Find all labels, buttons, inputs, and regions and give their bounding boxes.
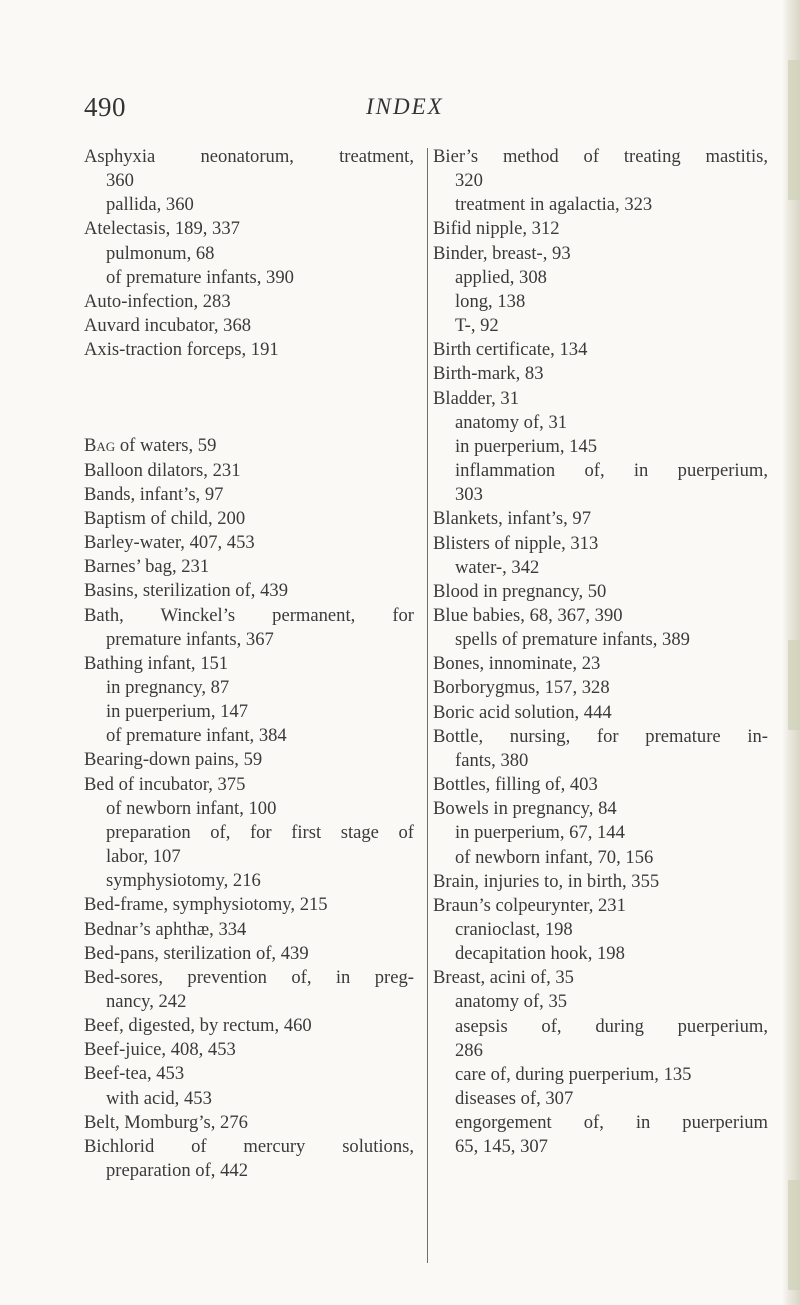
page-edge-stain	[788, 640, 800, 730]
index-entry: Breast, acini of, 35	[433, 967, 574, 989]
index-subentry-continuation: labor, 107	[106, 846, 181, 868]
index-entry: Blankets, infant’s, 97	[433, 508, 592, 530]
entry-remainder: of waters, 59	[115, 435, 217, 457]
index-entry: Beef-tea, 453	[84, 1063, 185, 1085]
index-entry: Bathing infant, 151	[84, 652, 229, 674]
index-entry: Birth certificate, 134	[433, 339, 588, 361]
index-entry: Blood in pregnancy, 50	[433, 580, 607, 602]
index-entry-continuation: 320	[455, 170, 483, 192]
index-subentry: cranioclast, 198	[455, 919, 573, 940]
index-entry: Bottle, nursing, for premature in-	[433, 725, 768, 747]
index-subentry: treatment in agalactia, 323	[455, 194, 653, 216]
index-subentry: water-, 342	[455, 556, 540, 578]
index-subentry: pallida, 360	[106, 194, 194, 216]
index-subentry: of premature infants, 390	[106, 266, 294, 288]
index-subentry-continuation: 303	[455, 484, 483, 506]
index-entry: Bifid nipple, 312	[433, 218, 560, 240]
index-subentry: anatomy of, 35	[455, 991, 568, 1013]
index-entry: Beef, digested, by rectum, 460	[84, 1015, 312, 1037]
index-entry	[84, 434, 414, 458]
index-entry: Braun’s colpeurynter, 231	[433, 894, 626, 916]
index-entry: Bearing-down pains, 59	[84, 749, 263, 771]
index-entry: Bottles, filling of, 403	[433, 774, 598, 796]
index-entry: Auto-infection, 283	[84, 290, 231, 312]
index-entry: Bands, infant’s, 97	[84, 483, 224, 505]
index-subentry: engorgement of, in puerperium	[455, 1112, 768, 1134]
index-subentry: with acid, 453	[106, 1087, 212, 1109]
index-entry: Basins, sterilization of, 439	[84, 580, 288, 602]
index-entry: Bier’s method of treating mastitis,	[433, 146, 768, 167]
index-entry-continuation: 360	[106, 170, 134, 192]
page-edge-stain	[788, 60, 800, 200]
index-subentry: spells of premature infants, 389	[455, 629, 690, 651]
index-subentry-continuation: 65, 145, 307	[455, 1136, 548, 1158]
index-entry: Balloon dilators, 231	[84, 459, 241, 481]
index-subentry: of premature infant, 384	[106, 725, 287, 747]
index-entry: Axis-traction forceps, 191	[84, 339, 279, 361]
index-subentry: in puerperium, 145	[455, 435, 598, 457]
index-subentry: care of, during puerperium, 135	[455, 1063, 692, 1085]
index-entry-continuation: fants, 380	[455, 749, 529, 771]
smallcaps-word: Bag	[84, 435, 116, 457]
index-entry: Belt, Momburg’s, 276	[84, 1111, 248, 1133]
index-subentry: symphysiotomy, 216	[106, 870, 261, 892]
index-subentry: long, 138	[455, 290, 526, 312]
index-entry: Auvard incubator, 368	[84, 315, 252, 337]
index-entry: Barnes’ bag, 231	[84, 556, 210, 578]
page-edge	[782, 0, 800, 1305]
index-entry: Bednar’s aphthæ, 334	[84, 918, 247, 940]
index-subentry: preparation of, for first stage of	[106, 821, 414, 843]
index-entry: Bladder, 31	[433, 387, 520, 409]
index-entry: Bath, Winckel’s permanent, for	[84, 604, 414, 626]
index-entry: Borborygmus, 157, 328	[433, 677, 610, 699]
index-subentry-continuation: 286	[455, 1039, 483, 1061]
index-column-left	[84, 145, 414, 1183]
index-entry: Bowels in pregnancy, 84	[433, 798, 617, 820]
index-subentry: of newborn infant, 70, 156	[455, 846, 654, 868]
index-subentry: diseases of, 307	[455, 1088, 574, 1110]
index-subentry: of newborn infant, 100	[106, 797, 277, 819]
index-entry: Blue babies, 68, 367, 390	[433, 604, 623, 626]
index-subentry: in puerperium, 147	[106, 701, 249, 723]
index-entry: Bed of incubator, 375	[84, 773, 246, 795]
index-subentry: applied, 308	[455, 266, 547, 288]
index-entry-continuation: premature infants, 367	[106, 628, 274, 650]
index-column-right	[433, 145, 768, 1160]
index-subentry: asepsis of, during puerperium,	[455, 1015, 768, 1037]
index-entry: Asphyxia neonatorum, treatment,	[84, 146, 414, 167]
index-entry: Baptism of child, 200	[84, 507, 246, 529]
index-entry: Bichlorid of mercury solutions,	[84, 1135, 414, 1157]
index-entry: Bed-sores, prevention of, in preg-	[84, 966, 414, 988]
index-entry-continuation: nancy, 242	[106, 991, 187, 1012]
index-subentry: pulmonum, 68	[106, 242, 215, 264]
page-number: 490	[84, 92, 126, 122]
page-header	[0, 92, 800, 126]
page-edge-stain	[788, 1180, 800, 1290]
index-entry: Brain, injuries to, in birth, 355	[433, 870, 660, 892]
index-subentry: in pregnancy, 87	[106, 676, 230, 698]
index-subentry: decapitation hook, 198	[455, 943, 625, 965]
index-entry: Bed-frame, symphysiotomy, 215	[84, 894, 328, 916]
index-entry: Binder, breast-, 93	[433, 242, 571, 264]
index-entry-continuation: preparation of, 442	[106, 1160, 248, 1182]
index-entry: Barley-water, 407, 453	[84, 532, 255, 554]
index-subentry: inflammation of, in puerperium,	[455, 460, 768, 482]
index-subentry: in puerperium, 67, 144	[455, 822, 625, 844]
letter-section-gap	[84, 362, 414, 434]
index-entry: Bones, innominate, 23	[433, 653, 601, 675]
index-entry: Bed-pans, sterilization of, 439	[84, 942, 309, 964]
index-subentry: T-, 92	[455, 315, 499, 337]
index-entry: Blisters of nipple, 313	[433, 532, 599, 554]
running-head: INDEX	[366, 94, 444, 119]
index-subentry: anatomy of, 31	[455, 411, 568, 433]
column-divider	[427, 148, 428, 1263]
index-entry: Birth-mark, 83	[433, 363, 544, 385]
index-entry: Atelectasis, 189, 337	[84, 218, 240, 240]
index-entry: Boric acid solution, 444	[433, 701, 612, 723]
index-entry: Beef-juice, 408, 453	[84, 1039, 236, 1061]
